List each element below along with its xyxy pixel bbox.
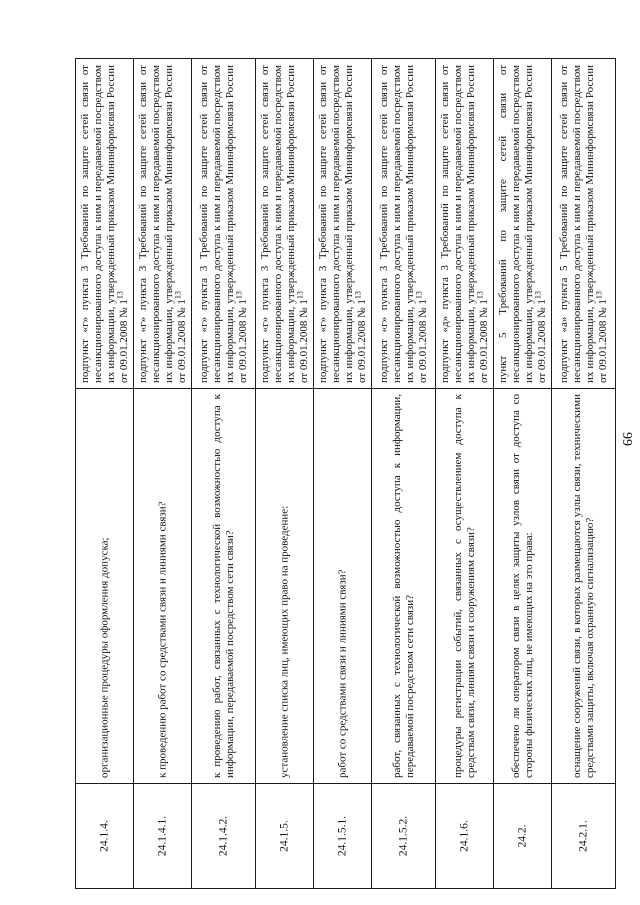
table-cell	[76, 59, 134, 389]
item-number: 24.1.5.1.	[336, 815, 348, 857]
table-cell	[372, 389, 436, 784]
requirement-text	[137, 63, 189, 385]
item-number: 24.2.1.	[577, 820, 589, 852]
table-cell	[192, 389, 256, 784]
item-number: 24.1.6.	[458, 820, 470, 852]
footnote-ref: 13	[172, 290, 182, 299]
requirement-body: подпункт «г» пункта 3 Требований по защите сетей связи от несанкционированного доступа к ним и передаваемой посредством их информации, утвержденный приказом Мининформсвязи России от 09.01.2008 № 1	[258, 64, 310, 383]
description-text: к проведению работ, связанных с технологической возможностью доступа к информации, передаваемой посредством сети связи?	[210, 394, 236, 778]
footnote-ref: 13	[233, 290, 243, 299]
item-number: 24.1.4.2.	[217, 815, 229, 857]
table-cell	[552, 784, 616, 889]
requirement-text	[378, 63, 430, 385]
requirement-body: подпункт «г» пункта 3 Требований по защите сетей связи от несанкционированного доступа к ним и передаваемой посредством их информации, утвержденный приказом Мининформсвязи России от 09.01.2008 № 1	[136, 64, 188, 383]
requirement-text	[317, 63, 369, 385]
requirement-body: подпункт «д» пункта 3 Требований по защите сетей связи от несанкционированного доступа к ним и передаваемой посредством их информации, утвержденный приказом Мининформсвязи России от 09.01.2008 № 1	[438, 64, 490, 383]
item-number: 24.2.	[516, 824, 528, 848]
table-cell	[76, 784, 134, 889]
requirement-text	[259, 63, 311, 385]
requirement-body: подпункт «г» пункта 3 Требований по защите сетей связи от несанкционированного доступа к ним и передаваемой посредством их информации, утвержденный приказом Мининформсвязи России от 09.01.2008 № 1	[377, 64, 429, 383]
table-cell	[192, 59, 256, 389]
description-text: процедуры регистрации событий, связанных с осуществлением доступа к средствам связи, линиям связи и сооружениям связи?	[451, 394, 477, 778]
item-number: 24.1.5.	[278, 820, 290, 852]
requirement-text	[198, 63, 250, 385]
description-text: оснащение сооружений связи, в которых размещаются узлы связи, техническими средствами защиты, включая охранную сигнализацию?	[570, 394, 596, 778]
table-cell	[314, 59, 372, 389]
footnote-ref: 13	[352, 290, 362, 299]
description-text: обеспечено ли оператором связи в целях защиты узлов связи от доступа со стороны физических лиц, не имеющих на это права:	[509, 394, 535, 778]
table-cell	[436, 389, 494, 784]
table-cell	[552, 59, 616, 389]
table-cell	[256, 784, 314, 889]
description-text: работ, связанных с технологической возможностью доступа к информации, передаваемой посредством сети связи?	[390, 394, 416, 778]
item-number: 24.1.4.1.	[156, 815, 168, 857]
table-cell	[436, 784, 494, 889]
requirement-body: подпункт «г» пункта 3 Требований по защите сетей связи от несанкционированного доступа к ним и передаваемой посредством их информации, утвержденный приказом Мининформсвязи России от 09.01.2008 № 1	[316, 64, 368, 383]
requirement-body: подпункт «а» пункта 5 Требований по защите сетей связи от несанкционированного доступа к ним и передаваемой посредством их информации, утвержденный приказом Мининформсвязи России от 09.01.2008 № 1	[557, 64, 609, 383]
table-cell	[372, 784, 436, 889]
table-cell	[256, 389, 314, 784]
table-cell	[134, 784, 192, 889]
table-cell	[494, 784, 552, 889]
table-cell	[314, 389, 372, 784]
requirement-body: пункт 5 Требований по защите сетей связи от несанкционированного доступа к ним и передаваемой посредством их информации, утвержденный приказом Мининформсвязи России от 09.01.2008 № 1	[496, 64, 548, 383]
footnote-ref: 13	[114, 290, 124, 299]
table-cell	[314, 784, 372, 889]
footnote-ref: 13	[413, 290, 423, 299]
requirements-table	[75, 58, 616, 889]
requirement-text	[558, 63, 610, 385]
item-number: 24.1.5.2.	[397, 815, 409, 857]
description-text: работ со средствами связи и линиями связи?	[336, 569, 348, 778]
footnote-ref: 13	[593, 290, 603, 299]
description-text: к проведению работ со средствами связи и линиями связи?	[156, 501, 168, 778]
table-cell	[436, 59, 494, 389]
footnote-ref: 13	[294, 290, 304, 299]
requirement-body: подпункт «г» пункта 3 Требований по защите сетей связи от несанкционированного доступа к ним и передаваемой посредством их информации, утвержденный приказом Мининформсвязи России от 09.01.2008 № 1	[197, 64, 249, 383]
requirement-text	[497, 63, 549, 385]
description-text: организационные процедуры оформления допуска;	[98, 537, 110, 778]
item-number: 24.1.4.	[98, 820, 110, 852]
table-cell	[494, 59, 552, 389]
description-text: установление списка лиц, имеющих право на проведение:	[278, 505, 290, 778]
footnote-ref: 13	[474, 290, 484, 299]
requirement-text	[439, 63, 491, 385]
table-cell	[552, 389, 616, 784]
table-cell	[134, 389, 192, 784]
table-cell	[192, 784, 256, 889]
table-cell	[256, 59, 314, 389]
table-cell	[494, 389, 552, 784]
requirement-text	[79, 63, 131, 385]
requirement-body: подпункт «г» пункта 3 Требований по защите сетей связи от несанкционированного доступа к ним и передаваемой посредством их информации, утвержденный приказом Мининформсвязи России от 09.01.2008 № 1	[78, 64, 130, 383]
table-cell	[372, 59, 436, 389]
footnote-ref: 13	[532, 290, 542, 299]
table-cell	[134, 59, 192, 389]
table-cell	[76, 389, 134, 784]
page-number: 99	[619, 432, 634, 446]
